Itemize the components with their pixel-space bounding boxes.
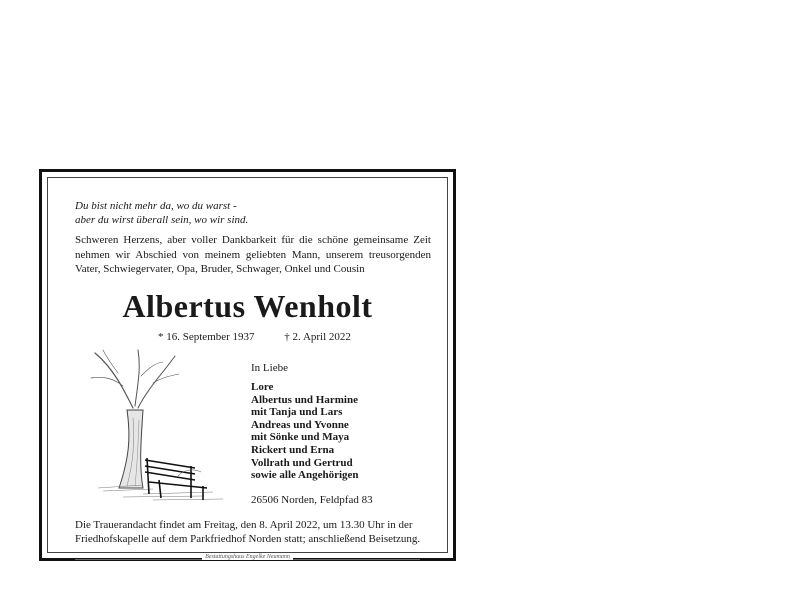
family-member: sowie alle Angehörigen bbox=[251, 469, 359, 482]
family-address: 26506 Norden, Feldpfad 83 bbox=[251, 494, 373, 506]
death-date: † 2. April 2022 bbox=[284, 331, 351, 343]
family-member: mit Sönke und Maya bbox=[251, 431, 350, 444]
family-member: mit Tanja und Lars bbox=[251, 406, 343, 419]
motto-line-2: aber du wirst überall sein, wo wir sind. bbox=[75, 213, 249, 226]
deceased-name: Albertus Wenholt bbox=[122, 288, 373, 324]
service-line-1: Die Trauerandacht findet am Freitag, den 8. April 2022, um 13.30 Uhr in der bbox=[75, 519, 413, 531]
family-member: Albertus und Harmine bbox=[251, 393, 358, 406]
family-member: Lore bbox=[251, 381, 274, 393]
family-member: Rickert und Erna bbox=[251, 443, 335, 456]
in-love-label: In Liebe bbox=[251, 362, 288, 374]
notice-inner-frame bbox=[47, 177, 448, 560]
birth-date: * 16. September 1937 bbox=[158, 331, 255, 343]
family-member: Vollrath und Gertrud bbox=[251, 456, 353, 469]
life-dates bbox=[158, 331, 351, 343]
tree-bench-illustration bbox=[83, 348, 233, 503]
funeral-home-name: Bestattungshaus Engelke Neumann bbox=[202, 554, 293, 560]
service-line-2: Friedhofskapelle auf dem Parkfriedhof Norden statt; anschließend Beisetzung. bbox=[75, 533, 421, 545]
funeral-home-credit bbox=[48, 554, 447, 560]
family-member: Andreas und Yvonne bbox=[251, 418, 349, 431]
motto-quote bbox=[75, 200, 248, 227]
intro-text: Schweren Herzens, aber voller Dankbarkeit für die schöne gemeinsame Zeit nehmen wir Abschied von meinem geliebten Mann, unserem treusorgenden Vater, Schwiegervater, Opa, Bruder, Schwager, Onkel und Cousin bbox=[75, 234, 431, 275]
obituary-notice bbox=[39, 169, 456, 561]
motto-line-1: Du bist nicht mehr da, wo du warst - bbox=[75, 200, 237, 212]
service-announcement bbox=[75, 518, 435, 546]
family-list bbox=[251, 381, 359, 482]
